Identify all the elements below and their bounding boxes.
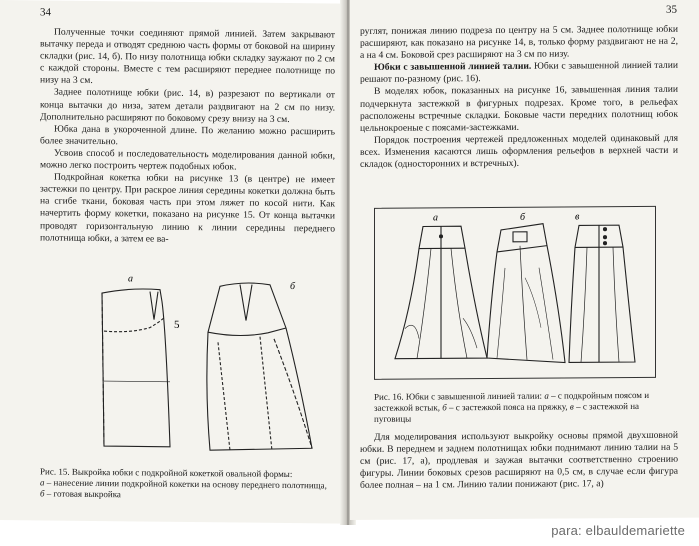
figure-label-c: в bbox=[575, 211, 580, 223]
figure-label-b: б bbox=[520, 211, 526, 223]
skirt-a bbox=[395, 226, 487, 359]
figure-16-caption bbox=[374, 390, 664, 425]
caption-item-a: – с подкройным поясом и застежкой встык, bbox=[374, 389, 650, 413]
caption-letter-b: б bbox=[442, 402, 447, 413]
caption-prefix: Рис. 15. bbox=[40, 466, 70, 477]
paragraph: Усвоив способ и последовательность моделирования данной юбки, можно легко построить чертеж подобных юбок. bbox=[40, 147, 335, 173]
watermark: para: elbauldemariette bbox=[551, 523, 685, 538]
right-page bbox=[350, 0, 699, 520]
figure-16-skirts bbox=[374, 206, 656, 380]
paragraph: В моделях юбок, показанных на рисунке 16, завышенная линия талии подчеркнута застежкой в фигурных подрезах. Кроме того, в рельефах расположены встречные складки. Боковые части передних полотнищ юбок цельнокроеные с поясами-застежками. bbox=[360, 84, 678, 134]
section-paragraph bbox=[360, 60, 678, 86]
pattern-a bbox=[102, 289, 170, 447]
paragraph: Подкройная кокетка юбки на рисунке 13 (в центре) не имеет застежки по центру. При раскрое линия середины кокетки должна быть на сгибе ткани, боковая часть при этом ляжет по косой нити. Как начертить форму кокетки, показано на рисунке 15. От конца вытачки проводят горизонтальную линию к линии середины переднего полотнища юбки, а затем ее ва- bbox=[40, 171, 335, 245]
caption-title: Выкройка юбки с подкройной кокеткой овальной формы: bbox=[71, 466, 293, 480]
caption-item-b: – готовая выкройка bbox=[46, 488, 121, 500]
figure-label-b: б bbox=[290, 281, 296, 293]
paragraph: Для моделирования используют выкройку основы прямой двухшовной юбки. В переднем и заднем полотнищах юбки поднимают линию талии на 5 см (рис. 17, а), продлевая и заужая вытачки соответственно строению фигуры. Линии боковых срезов расширяют на 0,5 см, в случае если фигура более полная – на 1 см. Линию талии понижают (рис. 17, а) bbox=[360, 429, 678, 492]
skirt-c bbox=[569, 225, 635, 362]
page-number-right: 35 bbox=[666, 3, 677, 16]
figure-15-skirt-pattern bbox=[90, 271, 340, 459]
caption-prefix: Рис. 16. bbox=[374, 391, 404, 402]
caption-letter-a: а bbox=[40, 477, 45, 488]
paragraph: Заднее полотнище юбки (рис. 14, в) разрезают по вертикали от конца вытачки до низа, затем детали раздвигают на 2 см по низу. Дополнительно расширяют по боковому срезу внизу на 3 см. bbox=[40, 87, 335, 125]
paragraph: Порядок построения чертежей предложенных моделей одинаковый для всех. Изменения касаются лишь оформления рельефов в верхней части и складок (односторонних и встречных). bbox=[360, 132, 678, 170]
section-title: Юбки с завышенной линией талии. bbox=[374, 61, 532, 74]
pattern-b bbox=[207, 283, 312, 452]
page-number-left: 34 bbox=[40, 6, 51, 19]
paragraph: Юбка дана в укороченной длине. По желанию можно расширить более значительно. bbox=[40, 123, 335, 148]
section-intro: Юбки с завышенной линией талии решают по-разному (рис. 16). bbox=[360, 59, 678, 86]
caption-item-a: – нанесение линии подкройной кокетки на основу переднего полотнища, bbox=[46, 477, 327, 491]
figure-15-caption bbox=[40, 466, 330, 502]
caption-item-c: – с застежкой на пуговицы bbox=[374, 400, 640, 424]
left-text-block bbox=[40, 26, 335, 247]
caption-letter-b: б bbox=[40, 488, 45, 499]
caption-item-b: – с застежкой пояса на пряжку, bbox=[449, 401, 568, 413]
caption-title: Юбки с завышенной линией талии: bbox=[405, 390, 543, 402]
paragraph: Полученные точки соединяют прямой линией. Затем закрывают вытачку переда и отводят среднюю часть формы от боковой на ширину складки (рис. 14, б). По низу полотнища юбки складку заужают по 2 см с каждой стороны. Вместе с тем расширяют переднее полотнище по низу на 3 см. bbox=[40, 26, 335, 87]
skirt-b bbox=[487, 223, 565, 363]
dimension-label: 5 bbox=[174, 318, 180, 331]
caption-letter-a: а bbox=[544, 390, 549, 401]
figure-label-a: а bbox=[128, 273, 133, 285]
right-text-block-bottom bbox=[360, 430, 678, 493]
caption-letter-c: в bbox=[569, 401, 574, 412]
figure-label-a: а bbox=[433, 212, 438, 224]
paragraph: руглят, понижая линию подреза по центру на 5 см. Заднее полотнище юбки расширяют, как показано на рисунке 14, в, только форму раздвигают не на 2, а на 4 см. Боковой срез расширяют на 3 см по низу. bbox=[360, 23, 678, 62]
left-page bbox=[0, 0, 345, 524]
right-text-block-top bbox=[360, 24, 678, 171]
